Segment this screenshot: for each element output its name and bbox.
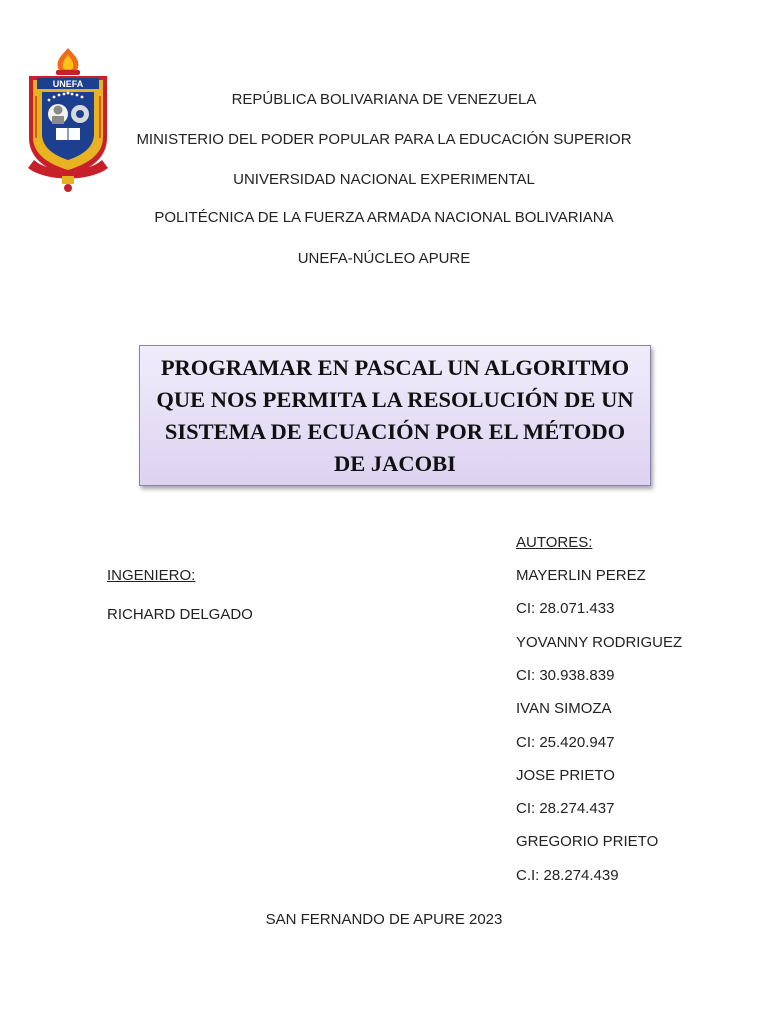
author-id: CI: 28.071.433: [516, 600, 615, 617]
logo-text: UNEFA: [52, 79, 84, 89]
author-name: MAYERLIN PEREZ: [516, 567, 646, 584]
header-line-polytechnic: POLITÉCNICA DE LA FUERZA ARMADA NACIONAL BOLIVARIANA: [154, 209, 614, 226]
author-id: C.I: 28.274.439: [516, 867, 619, 884]
instructor-name: RICHARD DELGADO: [107, 606, 253, 623]
instructor-label: INGENIERO:: [107, 567, 196, 584]
authors-label: AUTORES:: [516, 534, 593, 551]
place-and-year: SAN FERNANDO DE APURE 2023: [265, 911, 503, 928]
header-line-ministry: MINISTERIO DEL PODER POPULAR PARA LA EDUCACIÓN SUPERIOR: [136, 131, 632, 148]
author-name: YOVANNY RODRIGUEZ: [516, 634, 683, 651]
header-line-campus: UNEFA-NÚCLEO APURE: [297, 250, 471, 267]
author-name: GREGORIO PRIETO: [516, 833, 659, 850]
header-line-republic: REPÚBLICA BOLIVARIANA DE VENEZUELA: [231, 91, 537, 108]
author-id: CI: 25.420.947: [516, 734, 615, 751]
author-name: JOSE PRIETO: [516, 767, 615, 784]
author-name: IVAN SIMOZA: [516, 700, 612, 717]
title-box: [139, 345, 651, 486]
author-id: CI: 28.274.437: [516, 800, 615, 817]
document-title: PROGRAMAR EN PASCAL UN ALGORITMO QUE NOS PERMITA LA RESOLUCIÓN DE UN SISTEMA DE ECUACIÓN POR EL MÉTODO DE JACOBI: [156, 354, 634, 476]
header-line-university: UNIVERSIDAD NACIONAL EXPERIMENTAL: [233, 171, 535, 188]
author-id: CI: 30.938.839: [516, 667, 615, 684]
